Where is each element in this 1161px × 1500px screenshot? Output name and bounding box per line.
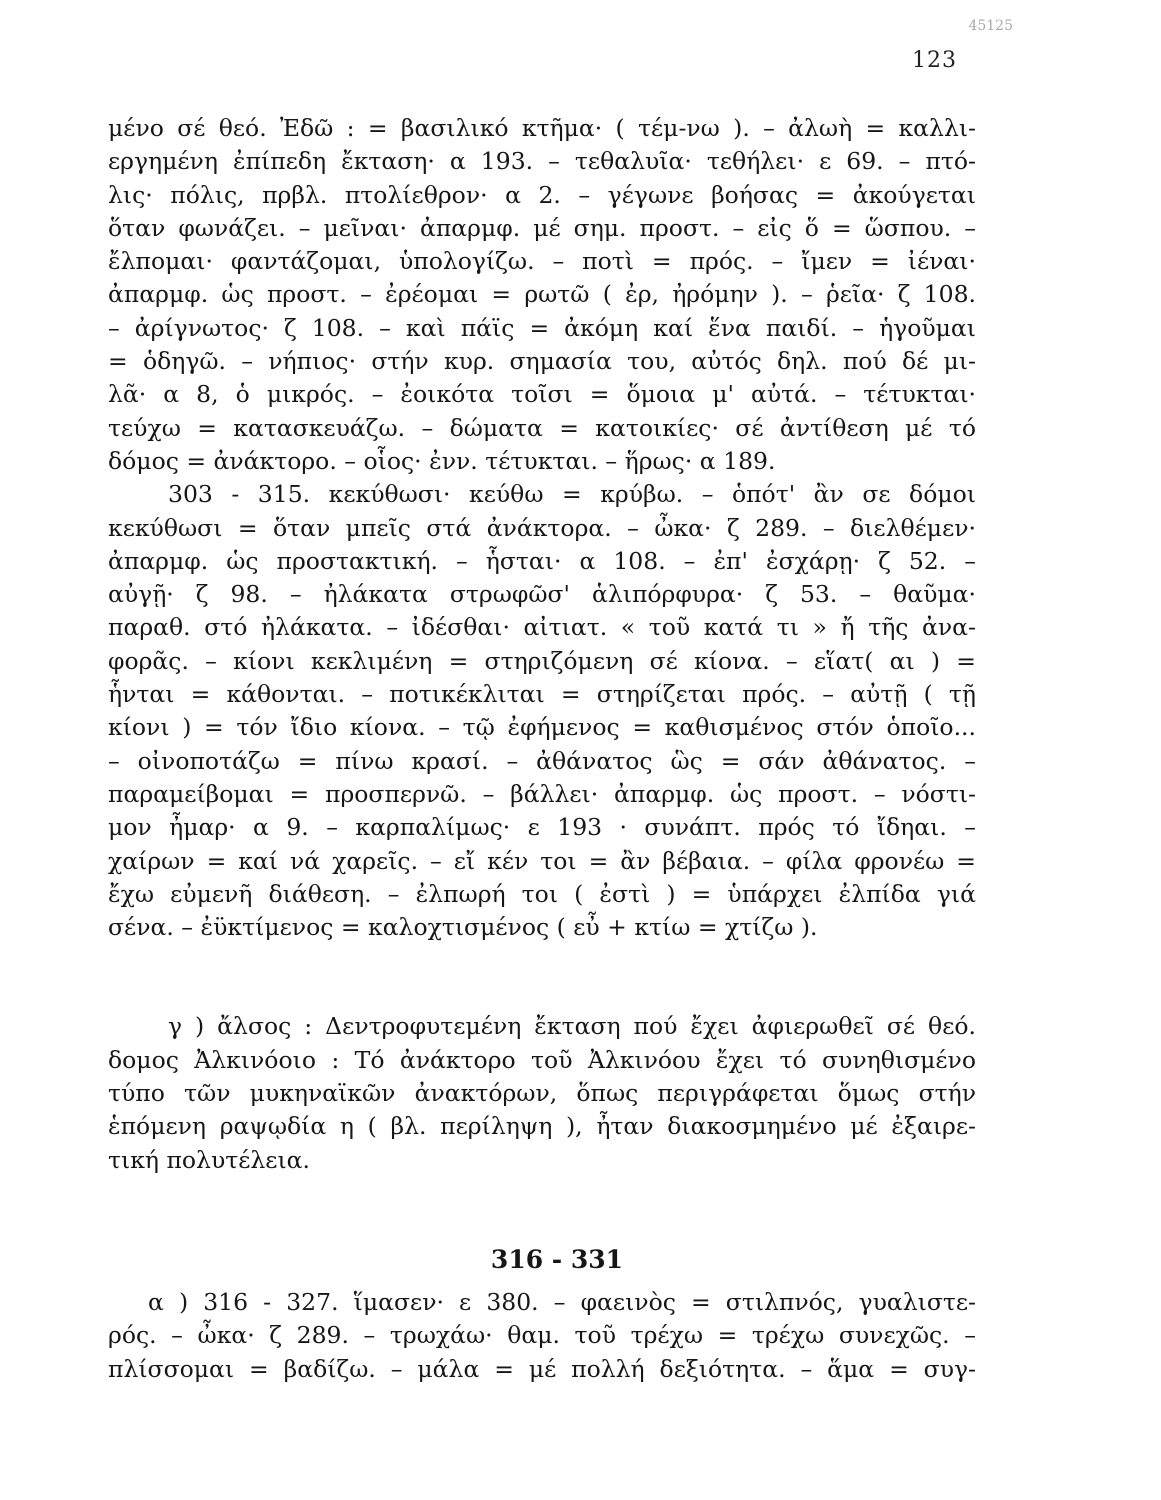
text-line: ἀπαρμφ. ὡς προστ. – ἐρέομαι = ρωτῶ ( ἐρ, ἠρόμην ). – ῥεῖα· ζ 108. <box>108 280 976 309</box>
text-line: κίονι ) = τόν ἴδιο κίονα. – τῷ ἐφήμενος = καθισμένος στόν ὁποῖο... <box>108 713 976 742</box>
text-line: δόμος = ἀνάκτορο. – οἷος· ἐνν. τέτυκται. – ἥρως· α 189. <box>108 446 776 475</box>
text-line: ὅταν φωνάζει. – μεῖναι· ἀπαρμφ. μέ σημ. προστ. – εἰς ὅ = ὥσπου. – <box>108 213 976 242</box>
page-number: 123 <box>912 48 957 73</box>
text-line: = ὁδηγῶ. – νήπιος· στήν κυρ. σημασία του, αὐτός δηλ. πού δέ μι- <box>108 347 976 376</box>
text-line: φορᾶς. – κίονι κεκλιμένη = στηριζόμενη σέ κίονα. – εἵατ( αι ) = <box>108 646 976 675</box>
text-line: κεκύθωσι = ὅταν μπεῖς στά ἀνάκτορα. – ὦκα· ζ 289. – διελθέμεν· <box>108 513 976 542</box>
text-line: α ) 316 - 327. ἵμασεν· ε 380. – φαεινὸς = στιλπνός, γυαλιστε- <box>148 1287 976 1316</box>
text-line: πλίσσομαι = βαδίζω. – μάλα = μέ πολλή δεξιότητα. – ἅμα = συγ- <box>108 1354 976 1383</box>
text-line: εργημένη ἐπίπεδη ἔκταση· α 193. – τεθαλυῖα· τεθήλει· ε 69. – πτό- <box>108 147 976 176</box>
text-line: χαίρων = καί νά χαρεῖς. – εἴ κέν τοι = ἂν βέβαια. – φίλα φρονέω = <box>108 846 976 875</box>
text-line: τύπο τῶν μυκηναϊκῶν ἀνακτόρων, ὅπως περιγράφεται ὅμως στήν <box>108 1079 976 1108</box>
text-line: ἑπόμενη ραψῳδία η ( βλ. περίληψη ), ἦταν διακοσμημένο μέ ἐξαιρε- <box>108 1112 976 1141</box>
text-line: ἧνται = κάθονται. – ποτικέκλιται = στηρίζεται πρός. – αὐτῇ ( τῇ <box>108 680 976 709</box>
text-line: μένο σέ θεό. Ἐδῶ : = βασιλικό κτῆμα· ( τέμ-νω ). – ἀλωὴ = καλλι- <box>108 114 976 142</box>
section-heading: 316 - 331 <box>490 1244 624 1274</box>
text-line: παραθ. στό ἠλάκατα. – ἰδέσθαι· αἰτιατ. « τοῦ κατά τι » ἤ τῆς ἀνα- <box>108 613 976 642</box>
text-line: – οἰνοποτάζω = πίνω κρασί. – ἀθάνατος ὣς = σάν ἀθάνατος. – <box>108 746 976 775</box>
text-line: αὐγῇ· ζ 98. – ἠλάκατα στρωφῶσ' ἁλιπόρφυρα· ζ 53. – θαῦμα· <box>108 580 976 609</box>
text-line: ἀπαρμφ. ὡς προστακτική. – ἧσται· α 108. – ἐπ' ἐσχάρῃ· ζ 52. – <box>108 546 976 575</box>
text-line: – ἀρίγνωτος· ζ 108. – καὶ πάϊς = ἀκόμη καί ἕνα παιδί. – ἡγοῦμαι <box>108 313 976 342</box>
text-line: λᾶ· α 8, ὁ μικρός. – ἐοικότα τοῖσι = ὅμοια μ' αὐτά. – τέτυκται· <box>108 380 976 409</box>
paragraph-gap <box>108 1177 976 1243</box>
text-line: ἔχω εὐμενῆ διάθεση. – ἐλπωρή τοι ( ἐστὶ ) = ὑπάρχει ἐλπίδα γιά <box>108 879 976 908</box>
text-line: γ ) ἄλσος : Δεντροφυτεμένη ἔκταση πού ἔχει ἀφιερωθεῖ σέ θεό. <box>168 1012 976 1041</box>
commentary-text <box>108 112 976 1386</box>
text-line: τική πολυτέλεια. <box>108 1145 311 1174</box>
text-line: 303 - 315. κεκύθωσι· κεύθω = κρύβω. – ὁπότ' ἂν σε δόμοι <box>168 480 976 509</box>
paragraph-gap <box>108 1276 976 1286</box>
text-line: μον ἦμαρ· α 9. – καρπαλίμως· ε 193 · συνάπτ. πρός τό ἴδηαι. – <box>108 813 976 842</box>
corner-mark: 45125 <box>968 18 1013 34</box>
text-line: σένα. – ἐϋκτίμενος = καλοχτισμένος ( εὖ + κτίω = χτίζω ). <box>108 913 818 942</box>
text-line: παραμείβομαι = προσπερνῶ. – βάλλει· ἀπαρμφ. ὡς προστ. – νόστι- <box>108 779 976 808</box>
text-line: τεύχω = κατασκευάζω. – δώματα = κατοικίες· σέ ἀντίθεση μέ τό <box>108 413 976 442</box>
text-line: ρός. – ὦκα· ζ 289. – τρωχάω· θαμ. τοῦ τρέχω = τρέχω συνεχῶς. – <box>108 1321 976 1350</box>
text-line: ἔλπομαι· φαντάζομαι, ὑπολογίζω. – ποτὶ = πρός. – ἴμεν = ἰέναι· <box>108 247 976 276</box>
text-line: λις· πόλις, πρβλ. πτολίεθρον· α 2. – γέγωνε βοήσας = ἀκούγεται <box>108 180 976 209</box>
paragraph-gap <box>108 944 976 1010</box>
text-line: δομος Ἀλκινόοιο : Τό ἀνάκτορο τοῦ Ἀλκινόου ἔχει τό συνηθισμένο <box>108 1045 976 1074</box>
